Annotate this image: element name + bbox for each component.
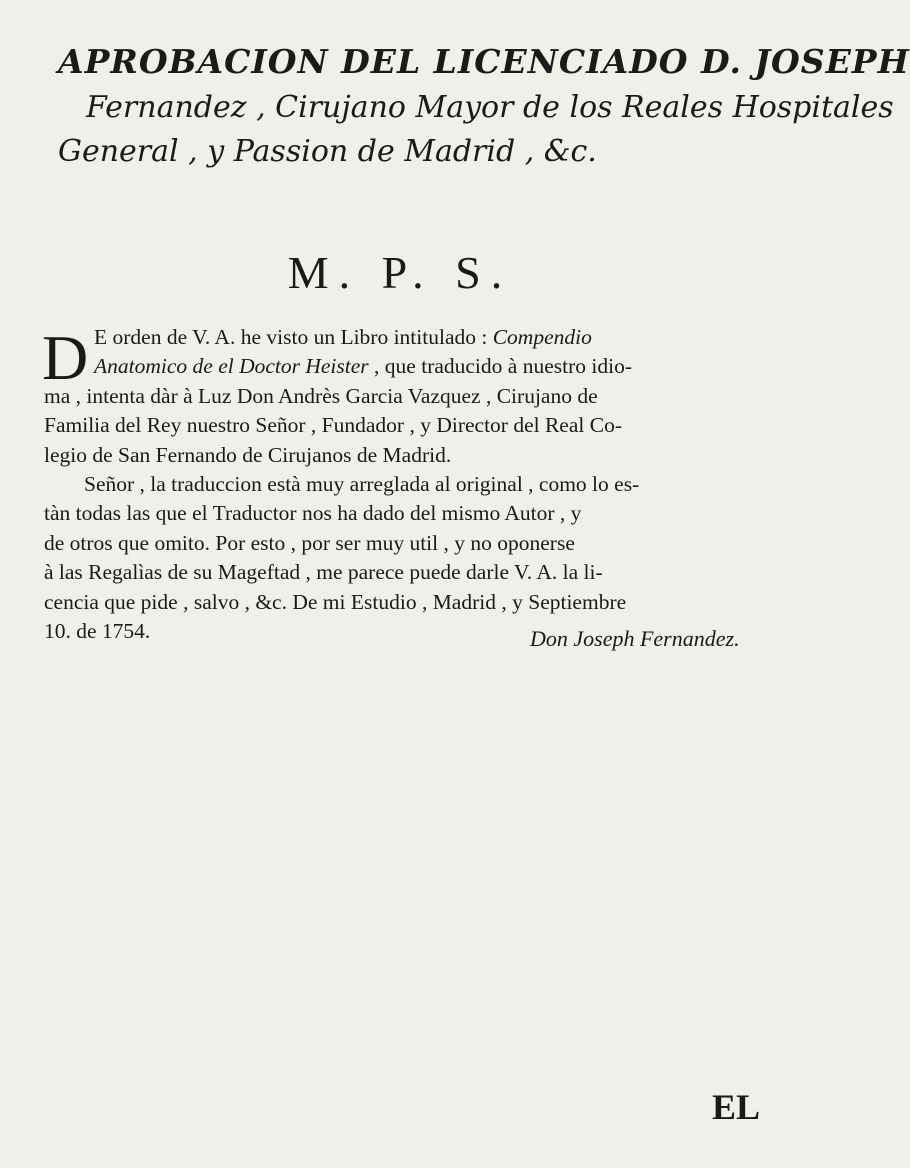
drop-cap: D [42,322,89,393]
text-line-5: legio de San Fernando de Cirujanos de Madrid. [44,442,452,467]
text-line-7: tàn todas las que el Traductor nos ha dado del mismo Autor , y [44,501,582,526]
approval-heading-line-3: General , y Passion de Madrid , &c. [58,134,597,169]
text-line-11: 10. de 1754. [44,619,151,644]
approval-heading-line-2: Fernandez , Cirujano Mayor de los Reales Hospitales [86,90,894,125]
text-line-4: Familia del Rey nuestro Señor , Fundador , y Director del Real Co- [44,413,622,438]
signature: Don Joseph Fernandez. [530,626,740,651]
approval-text [44,323,760,646]
salutation: M. P. S. [287,247,513,298]
text-line-2: Anatomico de el Doctor Heister , que traducido à nuestro idio- [94,354,632,379]
text-line-6: Señor , la traduccion està muy arreglada al original , como lo es- [84,472,640,497]
text-line-8: de otros que omito. Por esto , por ser muy util , y no oponerse [44,530,575,555]
text-line-9: à las Regalìas de su Mageftad , me parece puede darle V. A. la li- [44,560,603,585]
text-line-3: ma , intenta dàr à Luz Don Andrès Garcia Vazquez , Cirujano de [44,383,598,408]
text-line-10: cencia que pide , salvo , &c. De mi Estudio , Madrid , y Septiembre [44,589,627,614]
text-line-1: E orden de V. A. he visto un Libro intitulado : Compendio [94,325,592,349]
approval-heading: APROBACION DEL LICENCIADO D. JOSEPH [58,42,910,81]
catchword: EL [712,1087,761,1127]
